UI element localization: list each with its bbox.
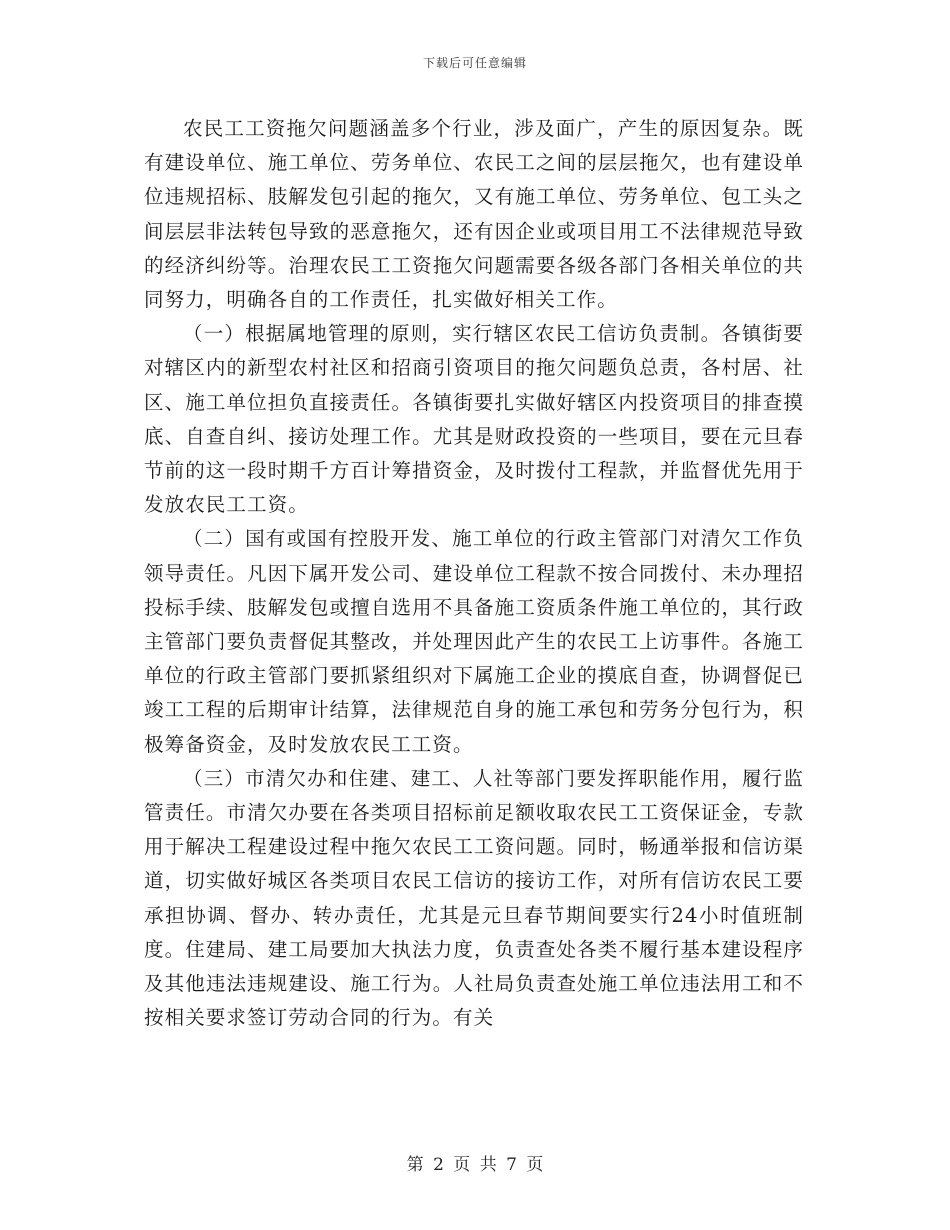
document-body bbox=[144, 112, 804, 1035]
page-header: 下载后可任意编辑 bbox=[422, 56, 527, 70]
paragraph-section-2: （二）国有或国有控股开发、施工单位的行政主管部门对清欠工作负领导责任。凡因下属开发公司、建设单位工程款不按合同拨付、未办理招投标手续、肢解发包或擅自选用不具备施工资质条件施工单位的，其行政主管部门要负责督促其整改，并处理因此产生的农民工上访事件。各施工单位的行政主管部门要抓紧组织对下属施工企业的摸底自查，协调督促已竣工工程的后期审计结算，法律规范自身的施工承包和劳务分包行为，积极筹备资金，及时发放农民工工资。 bbox=[144, 527, 804, 756]
page-number-footer: 第 2 页 共 7 页 bbox=[406, 1155, 544, 1175]
paragraph-section-3: （三）市清欠办和住建、建工、人社等部门要发挥职能作用，履行监管责任。市清欠办要在各类项目招标前足额收取农民工工资保证金，专款用于解决工程建设过程中拖欠农民工工资问题。同时，畅通举报和信访渠道，切实做好城区各类项目农民工信访的接访工作，对所有信访农民工要承担协调、督办、转办责任，尤其是元旦春节期间要实行24小时值班制度。住建局、建工局要加大执法力度，负责查处各类不履行基本建设程序及其他违法违规建设、施工行为。人社局负责查处施工单位违法用工和不按相关要求签订劳动合同的行为。有关 bbox=[144, 766, 804, 1030]
paragraph-section-1: （一）根据属地管理的原则，实行辖区农民工信访负责制。各镇街要对辖区内的新型农村社区和招商引资项目的拖欠问题负总责，各村居、社区、施工单位担负直接责任。各镇街要扎实做好辖区内投资项目的排查摸底、自查自纠、接访处理工作。尤其是财政投资的一些项目，要在元旦春节前的这一段时期千方百计筹措资金，及时拨付工程款，并监督优先用于发放农民工工资。 bbox=[144, 322, 804, 517]
paragraph-intro: 农民工工资拖欠问题涵盖多个行业，涉及面广，产生的原因复杂。既有建设单位、施工单位、劳务单位、农民工之间的层层拖欠，也有建设单位违规招标、肢解发包引起的拖欠，又有施工单位、劳务单位、包工头之间层层非法转包导致的恶意拖欠，还有因企业或项目用工不法律规范导致的经济纠纷等。治理农民工工资拖欠问题需要各级各部门各相关单位的共同努力，明确各自的工作责任，扎实做好相关工作。 bbox=[144, 117, 804, 312]
